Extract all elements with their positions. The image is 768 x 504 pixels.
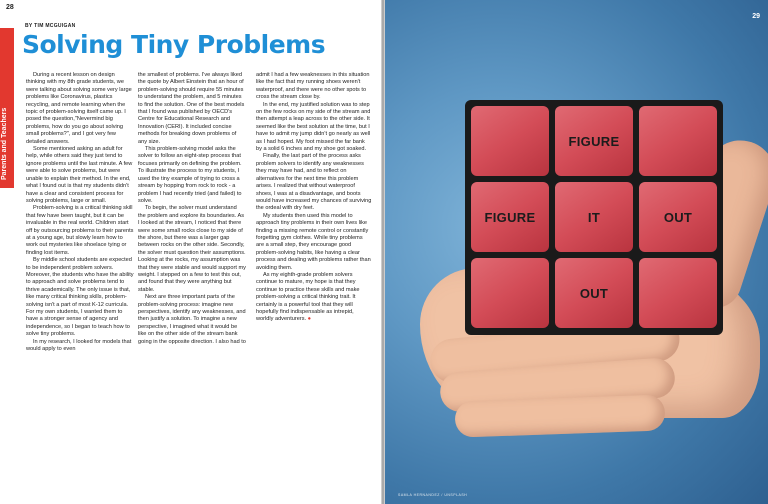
paragraph: Next are three important parts of the problem-solving process: imagine new perspectives, identify any weaknesses, and then justify a solution. To imagine a new perspective, I imagined what it would be like on the other side of the stream bank going in the opposite direction. I also had to xyxy=(138,294,246,345)
cube-tile xyxy=(639,258,717,328)
byline: BY TIM MCGUIGAN xyxy=(25,23,76,29)
article-column-2 xyxy=(138,72,246,346)
paragraph: By middle school students are expected to be independent problem solvers. Moreover, the students who have the ability to approach and solve problems tend to thrive academically. The only issue is that, like many critical thinking skills, problem-solving isn't a part of most K-12 curricula. For my own students, I wanted them to have a stronger sense of agency and independence, so I began to teach how to solve tiny problems. xyxy=(26,257,134,338)
cube-tile xyxy=(555,258,633,328)
photo-credit: SAMLA HERNANDEZ / UNSPLASH xyxy=(398,493,468,497)
left-page-number: 28 xyxy=(6,4,14,11)
left-page xyxy=(0,0,383,504)
cube-tile-label: OUT xyxy=(663,209,693,225)
rubiks-cube xyxy=(465,100,723,335)
cube-tile xyxy=(555,182,633,252)
cube-tile-label: IT xyxy=(587,209,601,225)
page-gutter xyxy=(381,0,385,504)
cube-tile xyxy=(471,106,549,176)
paragraph: Some mentioned asking an adult for help, while others said they just tend to ignore problems until the last minute. A few were able to solve problems, but were unable to explain their method. In the end, what I found out is that my students didn't have a clear and consistent process for solving problems, large or small. xyxy=(26,146,133,204)
cube-tile xyxy=(471,258,549,328)
cube-tile-label: FIGURE xyxy=(568,133,620,149)
section-tab-label: Parents and Teachers xyxy=(1,107,8,180)
paragraph: admit I had a few weaknesses in this situation like the fact that my running shoes weren't waterproof, and there were no other spots to cross the stream close by. xyxy=(256,72,370,101)
paragraph: To begin, the solver must understand the problem and explore its boundaries. As I looked at the stream, I noticed that there were some small rocks close to my side of the shore, but there was a larger gap between rocks on the other side. Secondly, the solver must question their assumptions. Looking at the rocks, my assumption was that they were stable and would support my weight. I stepped on a few to test this out, and found that they were anything but stable. xyxy=(138,205,246,293)
cube-tile xyxy=(471,182,549,252)
paragraph: Finally, the last part of the process asks problem solvers to identify any weaknesses they may have had, and to reflect on alternatives for the next time this problem arises. I realized that without waterproof shoes, I was at a disadvantage, and boots would have increased my chances of surviving the ordeal with dry feet. xyxy=(256,153,372,212)
paragraph: This problem-solving model asks the solver to follow an eight-step process that focuses primarily on defining the problem. To illustrate the process to my students, I used the tiny example of trying to cross a stream by hopping from rock to rock - a problem I had recently tried (and failed) to solve. xyxy=(138,146,242,204)
article-column-3 xyxy=(256,72,372,324)
end-mark-icon: ● xyxy=(307,316,312,323)
cube-tile xyxy=(639,182,717,252)
cube-tile xyxy=(639,106,717,176)
cube-tile-label: OUT xyxy=(579,285,609,301)
finger-illustration xyxy=(454,394,665,437)
cube-tile-label: FIGURE xyxy=(484,209,536,225)
paragraph xyxy=(256,272,372,324)
paragraph: In the end, my justified solution was to step on the few rocks on my side of the stream and then attempt a leap across to the other side. It seemed like the best solution at the time, but I have to admit my jump didn't go nearly as well as I had hoped. My foot missed the far bank by a solid 6 inches and my shoe got soaked. xyxy=(256,101,371,153)
paragraph: Problem-solving is a critical thinking skill that few have been taught, but it can be invaluable in the real world. Children start off by outsourcing problems to their parents at a young age, but slowly learn how to work out mysteries like shoelace tying or finding lost items. xyxy=(26,205,134,256)
paragraph-text: As my eighth-grade problem solvers continue to mature, my hope is that they continue to practice these skills and make problem-solving a critical thinking trait. It certainly is a powerful tool that they will hopefully find indispensable as intrepid, worldly adventurers. xyxy=(256,271,360,323)
paragraph: During a recent lesson on design thinking with my 8th grade students, we were talking about solving some very large problems like Coronavirus, plastics recycling, and remote learning when the topic of problem-solving itself came up. I posed the question,"Nevermind big problems, how do you go about solving small problems?", and I got very few detailed answers. xyxy=(26,72,132,145)
paragraph: In my research, I looked for models that would apply to even xyxy=(26,338,132,353)
paragraph: My students then used this model to approach tiny problems in their own lives like finding a missing remote control or constantly forgetting gym clothes. While tiny problems are a small step, they encourage good problem-solving habits, like having a clear process and dealing with problems rather than avoiding them. xyxy=(256,212,371,271)
article-headline: Solving Tiny Problems xyxy=(22,30,326,59)
article-column-1 xyxy=(26,72,134,353)
paragraph: the smallest of problems. I've always liked the quote by Albert Einstein that an hour of problem-solving should require 55 minutes to understand the problem, and 5 minutes to find the solution. One of the best models that I found was published by OECD's Centre for Educational Research and Innovation (CERI). It included concise methods for breaking down problems of any size. xyxy=(138,72,245,145)
cube-tile xyxy=(555,106,633,176)
right-page-number: 29 xyxy=(752,13,760,20)
